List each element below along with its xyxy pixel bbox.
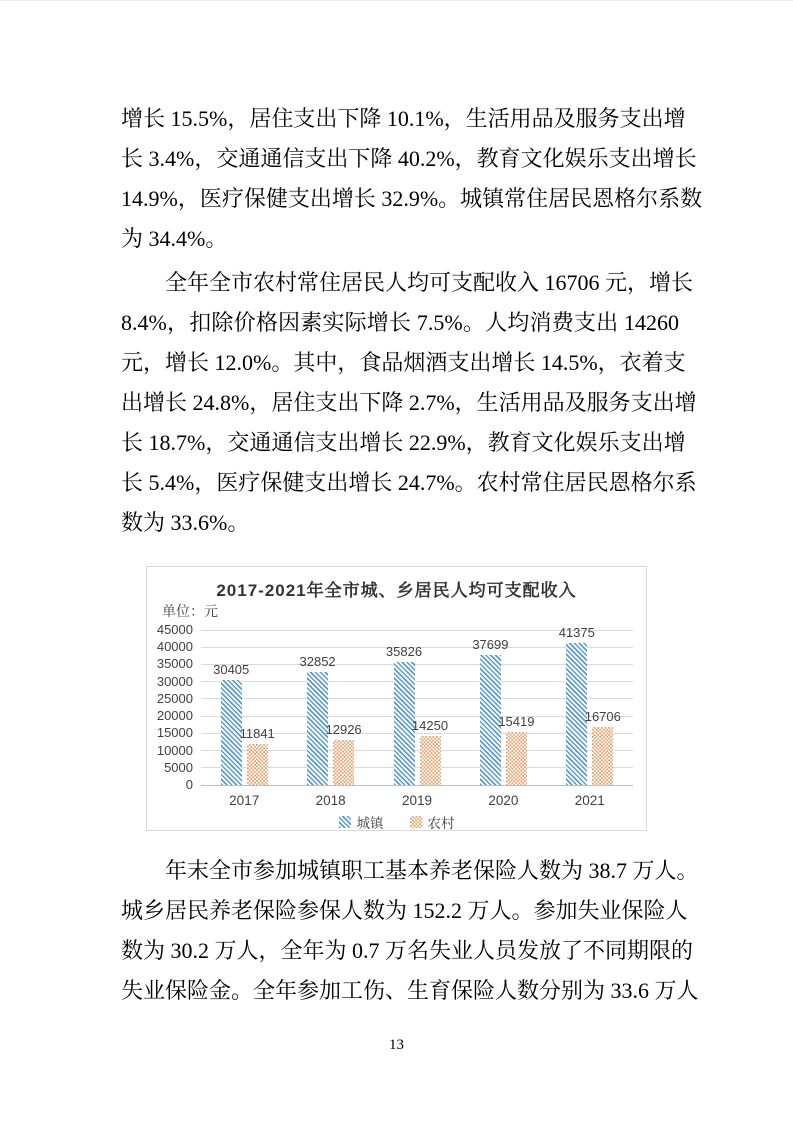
text-line: 数为 33.6%。 xyxy=(121,510,250,535)
text-line: 年末全市参加城镇职工基本养老保险人数为 38.7 万人。 xyxy=(165,858,699,883)
bar-value-label: 32852 xyxy=(299,653,336,669)
body-text-upper xyxy=(121,99,703,543)
legend-swatch-icon xyxy=(339,816,351,828)
x-axis-tick-label: 2020 xyxy=(488,793,519,808)
income-bar-chart xyxy=(146,566,647,831)
bar-value-label: 11841 xyxy=(239,726,275,742)
bar-城镇-2017 xyxy=(221,680,242,785)
y-axis-tick-label: 5000 xyxy=(164,759,193,775)
text-line: 长 3.4%，交通通信支出下降 40.2%，教育文化娱乐支出增长 xyxy=(121,146,697,171)
text-line: 全年全市农村常住居民人均可支配收入 16706 元，增长 xyxy=(165,270,694,295)
text-line: 8.4%，扣除价格因素实际增长 7.5%。人均消费支出 14260 xyxy=(121,310,679,335)
legend-label: 城镇 xyxy=(356,816,384,831)
body-text-lower xyxy=(121,851,699,1011)
x-axis-tick-label: 2021 xyxy=(574,793,605,808)
bar-value-label: 12926 xyxy=(325,722,362,738)
y-axis-tick-label: 30000 xyxy=(156,673,193,689)
page-number: 13 xyxy=(389,1037,404,1053)
text-line: 数为 30.2 万人，全年为 0.7 万名失业人员发放了不同期限的 xyxy=(121,938,694,963)
chart-title: 2017-2021年全市城、乡居民人均可支配收入 xyxy=(216,581,577,600)
paragraph xyxy=(121,851,699,1011)
text-line: 长 18.7%，交通通信支出增长 22.9%，教育文化娱乐支出增 xyxy=(121,430,686,455)
bar-value-label: 35826 xyxy=(385,643,423,659)
y-axis-tick-label: 15000 xyxy=(156,725,193,741)
legend-item-农村 xyxy=(410,812,455,832)
bar-value-label: 14250 xyxy=(411,717,449,733)
y-axis-tick-label: 40000 xyxy=(156,639,193,655)
text-line: 长 5.4%，医疗保健支出增长 24.7%。农村常住居民恩格尔系 xyxy=(121,470,697,495)
y-axis-tick-label: 10000 xyxy=(156,742,193,758)
legend-swatch-icon xyxy=(410,816,422,828)
y-axis-tick-label: 35000 xyxy=(156,656,193,672)
text-line: 城乡居民养老保险参保人数为 152.2 万人。参加失业保险人 xyxy=(121,898,688,923)
bar-农村-2017 xyxy=(247,744,268,785)
bar-value-label: 37699 xyxy=(472,637,509,653)
bar-农村-2020 xyxy=(506,732,527,785)
legend-item-城镇 xyxy=(339,812,384,832)
bar-value-label: 41375 xyxy=(558,624,595,640)
chart-plot-area xyxy=(201,624,633,785)
bar-value-label: 16706 xyxy=(584,709,621,725)
y-axis-tick-label: 0 xyxy=(185,777,193,792)
text-line: 出增长 24.8%，居住支出下降 2.7%，生活用品及服务支出增 xyxy=(121,390,697,415)
x-axis-tick-label: 2019 xyxy=(401,793,433,808)
chart-unit-label: 单位：元 xyxy=(162,603,218,619)
bar-农村-2018 xyxy=(333,740,354,785)
legend-label: 农村 xyxy=(427,816,455,831)
y-axis-tick-label: 25000 xyxy=(156,690,193,706)
paragraph xyxy=(121,99,703,259)
x-axis-tick-label: 2017 xyxy=(229,793,260,808)
chart-legend xyxy=(147,812,646,832)
y-axis-tick-label: 45000 xyxy=(156,622,193,637)
text-line: 14.9%，医疗保健支出增长 32.9%。城镇常住居民恩格尔系数 xyxy=(121,186,703,211)
text-line: 为 34.4%。 xyxy=(121,226,228,251)
text-line: 失业保险金。全年参加工伤、生育保险人数分别为 33.6 万人 xyxy=(121,978,699,1003)
bar-农村-2019 xyxy=(420,736,441,785)
bar-value-label: 15419 xyxy=(498,713,535,729)
x-axis-tick-label: 2018 xyxy=(315,793,346,808)
text-line: 增长 15.5%，居住支出下降 10.1%，生活用品及服务支出增 xyxy=(121,106,686,131)
text-line: 元，增长 12.0%。其中，食品烟酒支出增长 14.5%，衣着支 xyxy=(121,350,686,375)
bar-农村-2021 xyxy=(592,727,613,785)
paragraph xyxy=(121,263,697,543)
y-axis-tick-label: 20000 xyxy=(156,708,193,724)
bar-value-label: 30405 xyxy=(213,662,250,678)
